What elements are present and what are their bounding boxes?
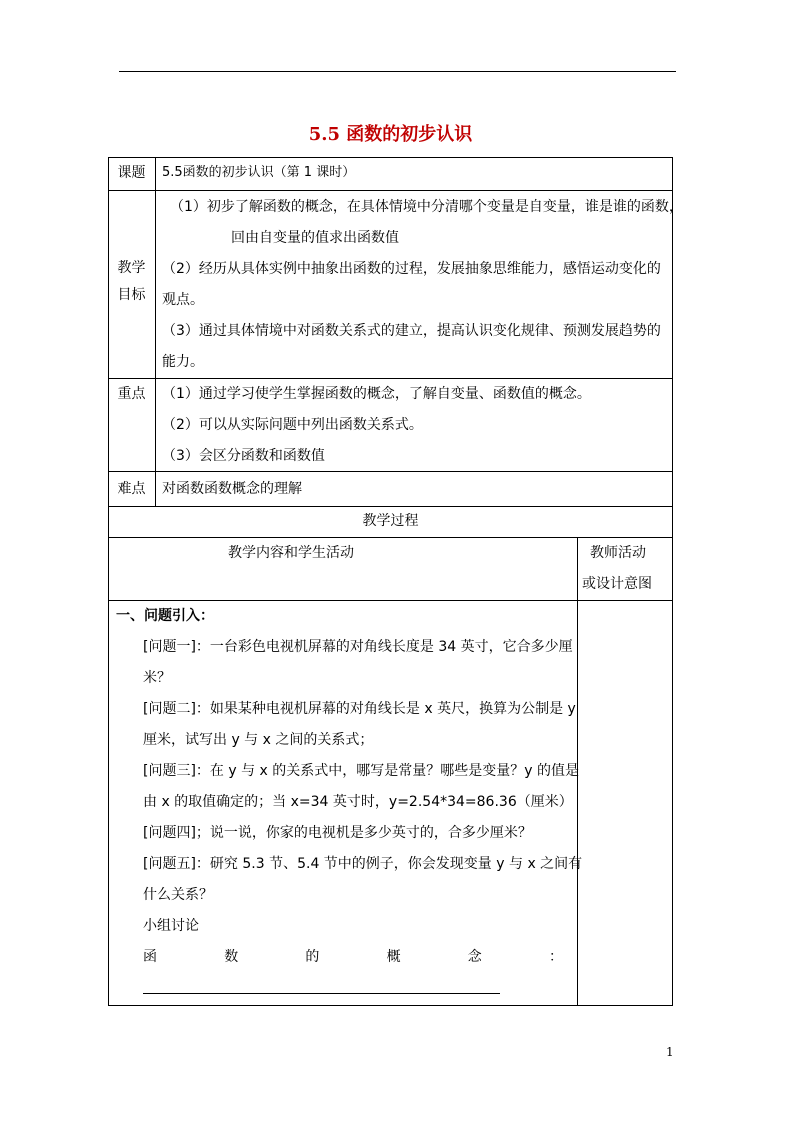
page-number: 1: [666, 1045, 674, 1059]
question-line: 厘米，试写出 y 与 x 之间的关系式；: [143, 732, 374, 748]
objective-line: （1）初步了解函数的概念，在具体情境中分清哪个变量是自变量，谁是谁的函数，: [170, 199, 683, 215]
question-line: [问题一]：一台彩色电视机屏幕的对角线长度是 34 英寸，它合多少厘: [143, 639, 573, 655]
definition-char: 函: [143, 949, 157, 965]
key-point-line: （1）通过学习使学生掌握函数的概念，了解自变量、函数值的概念。: [162, 386, 591, 402]
definition-char: 数: [224, 949, 239, 965]
answer-blank-line: [143, 993, 500, 994]
definition-char: 念: [467, 949, 482, 965]
definition-char: ：: [548, 949, 563, 965]
label-column-divider: [155, 157, 156, 506]
document-title: 5.5 函数的初步认识: [308, 124, 473, 145]
objective-line: 回由自变量的值求出函数值: [231, 230, 399, 246]
question-line: [问题三]：在 y 与 x 的关系式中，哪写是常量？哪些是变量？y 的值是: [143, 763, 580, 779]
question-line: 米？: [143, 670, 171, 686]
row-divider: [108, 378, 673, 379]
question-line: [问题二]：如果某种电视机屏幕的对角线长是 x 英尺，换算为公制是 y: [143, 701, 576, 717]
objective-line: 能力。: [162, 354, 204, 370]
question-line: 由 x 的取值确定的；当 x=34 英寸时，y=2.54*34=86.36（厘米）: [143, 794, 573, 810]
objective-line: 观点。: [162, 292, 204, 308]
row-divider: [108, 190, 673, 191]
row-divider: [108, 471, 673, 472]
question-line: [问题四]；说一说，你家的电视机是多少英寸的，合多少厘米？: [143, 825, 532, 841]
group-discussion: 小组讨论: [143, 918, 199, 934]
row-divider: [108, 600, 673, 601]
question-line: [问题五]：研究 5.3 节、5.4 节中的例子，你会发现变量 y 与 x 之间有: [143, 856, 583, 872]
objective-line: （2）经历从具体实例中抽象出函数的过程，发展抽象思维能力，感悟运动变化的: [162, 261, 661, 277]
teacher-column-header: 教师活动: [590, 545, 646, 561]
row-divider: [108, 506, 673, 507]
key-point-line: （2）可以从实际问题中列出函数关系式。: [162, 417, 423, 433]
question-line: 什么关系？: [143, 887, 213, 903]
topic-value: 5.5函数的初步认识（第 1 课时）: [162, 165, 356, 180]
topic-label: 课题: [117, 165, 146, 181]
objectives-label: 目标: [117, 287, 146, 303]
definition-char: 概: [386, 949, 401, 965]
objective-line: （3）通过具体情境中对函数关系式的建立，提高认识变化规律、预测发展趋势的: [162, 323, 661, 339]
difficulty-value: 对函数函数概念的理解: [162, 481, 302, 497]
section-heading: 一、问题引入：: [116, 608, 214, 624]
header-rule: [119, 71, 676, 72]
teacher-column-header: 或设计意图: [582, 576, 652, 592]
definition-char: 的: [305, 949, 320, 965]
function-definition-prompt: [143, 947, 563, 967]
key-point-line: （3）会区分函数和函数值: [162, 448, 325, 464]
key-points-label: 重点: [117, 386, 146, 402]
process-header: 教学过程: [362, 513, 419, 529]
difficulty-label: 难点: [117, 481, 146, 497]
content-column-header: 教学内容和学生活动: [228, 545, 354, 561]
row-divider: [108, 537, 673, 538]
objectives-label: 教学: [117, 260, 146, 276]
